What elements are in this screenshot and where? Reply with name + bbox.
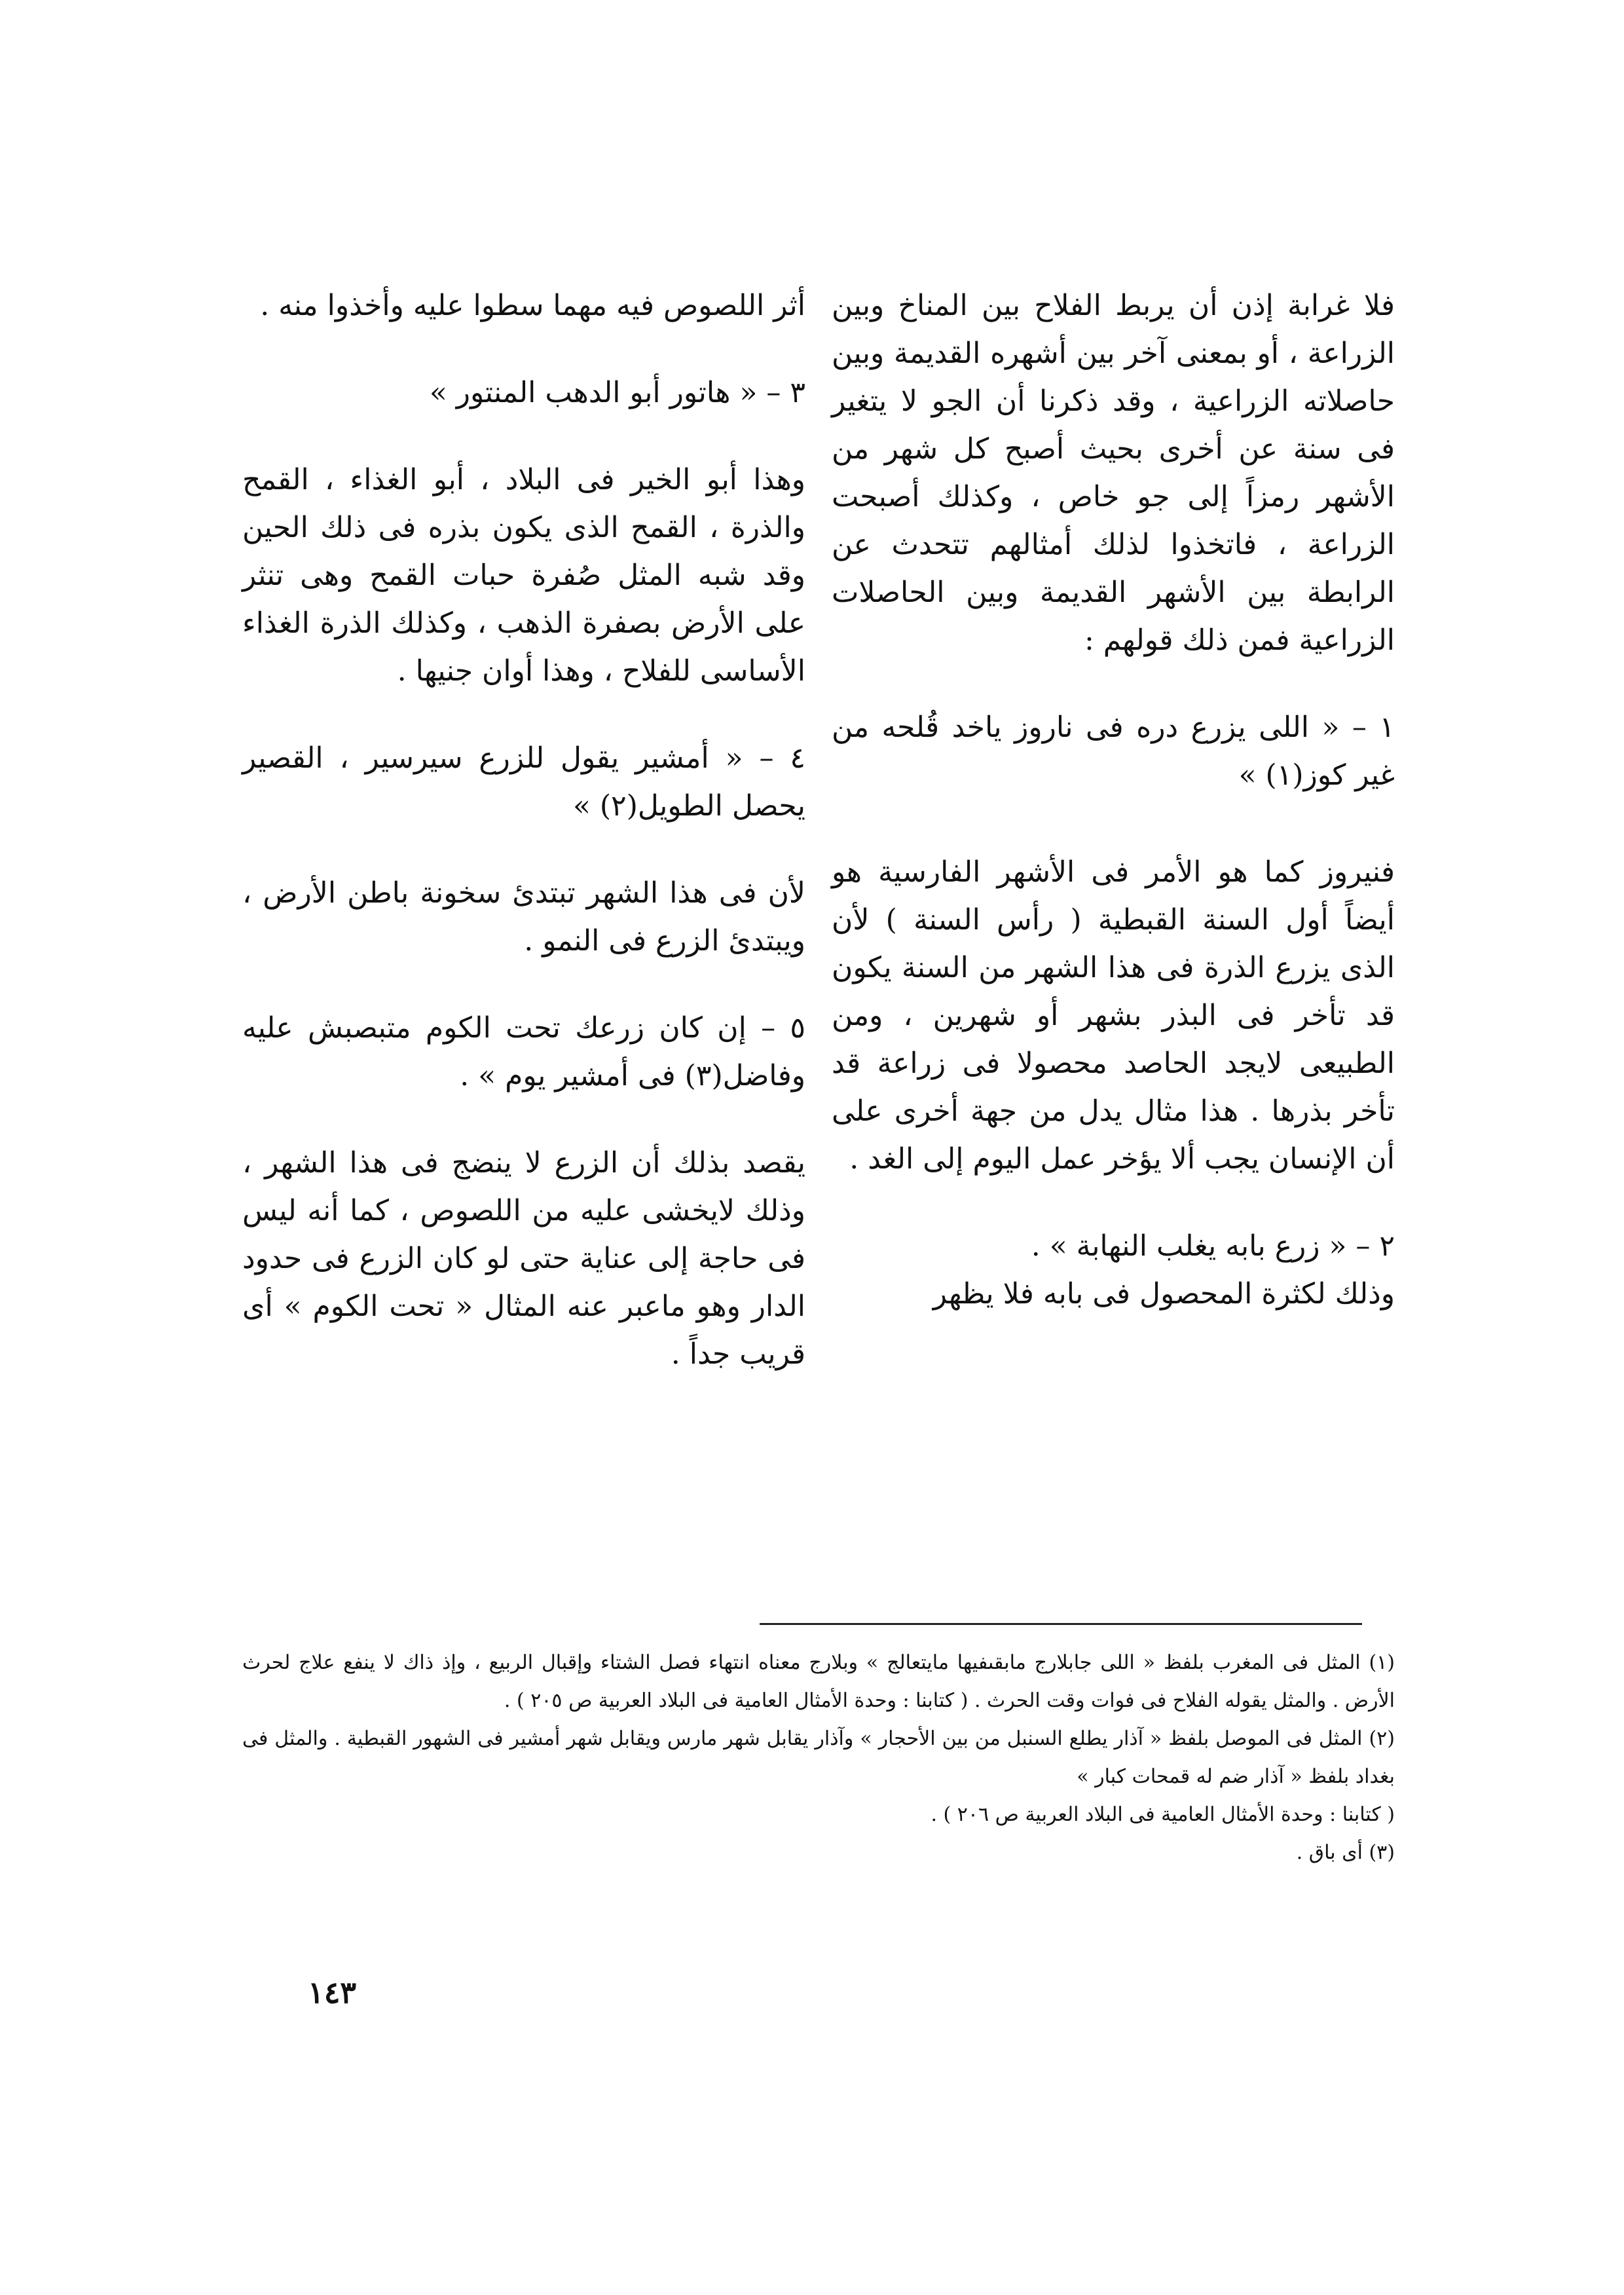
paragraph-explanation-3: وهذا أبو الخير فى البلاد ، أبو الغذاء ، القمح والذرة ، القمح الذى يكون بذره فى ذلك الحين وقد شبه المثل صُفرة حبات القمح وهى تنثر على الأرض بصفرة الذهب ، وكذلك الذرة الغذاء الأساسى للفلاح ، وهذا أوان جنيها . [242, 463, 805, 688]
paragraph-explanation-5: يقصد بذلك أن الزرع لا ينضج فى هذا الشهر ، وذلك لايخشى عليه من اللصوص ، كما أنه ليس فى حاجة إلى عناية حتى لو كان الزرع فى حدود الدار وهو ماعبر عنه المثال « تحت الكوم » أى قريب جداً . [242, 1146, 805, 1371]
footnotes [242, 1644, 1395, 1872]
footnote-divider [760, 1623, 1362, 1625]
left-column [242, 282, 805, 1378]
footnote-2-reference: ( كتابنا : وحدة الأمثال العامية فى البلاد العربية ص ٢٠٦ ) . [931, 1803, 1395, 1826]
paragraph-explanation-2-start: وذلك لكثرة المحصول فى بابه فلا يظهر [932, 1277, 1395, 1311]
proverb-1: ١ – « اللى يزرع دره فى ناروز ياخد قُلحه من غير كوز(١) » [832, 711, 1395, 792]
footnote-2: (٢) المثل فى الموصل بلفظ « آذار يطلع السنبل من بين الأحجار » وآذار يقابل شهر مارس ويقابل شهر أمشير فى الشهور القبطية . والمثل فى بغداد بلفظ « آذار ضم له قمحات كبار » [242, 1727, 1395, 1788]
paragraph-intro: فلا غرابة إذن أن يربط الفلاح بين المناخ وبين الزراعة ، أو بمعنى آخر بين أشهره القديمة وبين حاصلاته الزراعية ، وقد ذكرنا أن الجو لا يتغير فى سنة عن أخرى بحيث أصبح كل شهر من الأشهر رمزاً إلى جو خاص ، وكذلك أصبحت الزراعة ، فاتخذوا لذلك أمثالهم تتحدث عن الرابطة بين الأشهر القديمة وبين الحاصلات الزراعية فمن ذلك قولهم : [832, 289, 1395, 657]
proverb-3: ٣ – « هاتور أبو الدهب المنتور » [429, 376, 805, 409]
paragraph-explanation-4: لأن فى هذا الشهر تبتدئ سخونة باطن الأرض ، ويبتدئ الزرع فى النمو . [242, 876, 805, 958]
footnote-1: (١) المثل فى المغرب بلفظ « اللى جابلارج مابقىفيها مايتعالج » وبلارج معناه انتهاء فصل الشتاء وإقبال الربيع ، وإذ ذاك لا ينفع علاج لحرث الأرض . والمثل يقوله الفلاح فى فوات وقت الحرث . ( كتابنا : وحدة الأمثال العامية فى البلاد العربية ص ٢٠٥ ) . [242, 1651, 1395, 1712]
right-column [832, 282, 1395, 1318]
page-number: ١٤٣ [308, 1975, 357, 2010]
footnote-3: (٣) أى باق . [1296, 1841, 1395, 1864]
proverb-2: ٢ – « زرع بابه يغلب النهابة » . [1031, 1229, 1395, 1263]
proverb-4: ٤ – « أمشير يقول للزرع سيرسير ، القصير يحصل الطويل(٢) » [242, 741, 805, 823]
proverb-5: ٥ – إن كان زرعك تحت الكوم متبصبش عليه وفاضل(٣) فى أمشير يوم » . [242, 1011, 805, 1092]
paragraph-continuation: أثر اللصوص فيه مهما سطوا عليه وأخذوا منه . [260, 289, 805, 322]
paragraph-explanation-1: فنيروز كما هو الأمر فى الأشهر الفارسية هو أيضاً أول السنة القبطية ( رأس السنة ) لأن الذى يزرع الذرة فى هذا الشهر من السنة يكون قد تأخر فى البذر بشهر أو شهرين ، ومن الطبيعى لايجد الحاصد محصولا فى زراعة قد تأخر بذرها . هذا مثال يدل من جهة أخرى على أن الإنسان يجب ألا يؤخر عمل اليوم إلى الغد . [832, 855, 1395, 1176]
